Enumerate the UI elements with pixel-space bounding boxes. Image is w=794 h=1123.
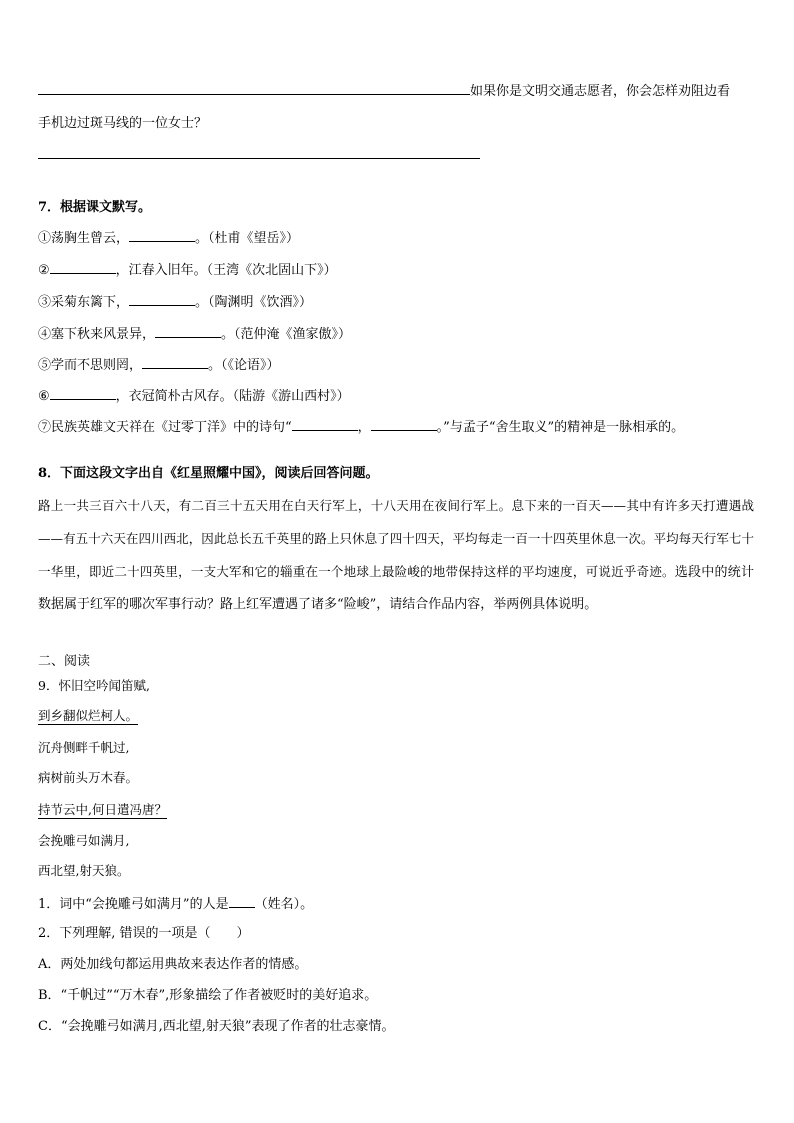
q8-question: 选段中的统计数据属于红军的哪次军事行动？路上红军遭遇了诸多“险峻”，请结合作品内容，举两例具体说明。 xyxy=(38,565,754,612)
poem-line: 沉舟侧畔千帆过, xyxy=(38,740,130,755)
question-tail-text: 手机边过斑马线的一位女士？ xyxy=(38,116,208,131)
q8-title: 8．下面这段文字出自《红星照耀中国》，阅读后回答问题。 xyxy=(38,466,379,481)
q7-item-5 xyxy=(38,356,280,374)
option-b[interactable]: B．“千帆过”“万木春”,形象描绘了作者被贬时的美好追求。 xyxy=(38,988,378,1003)
fill-blank[interactable] xyxy=(129,229,195,242)
poem-line-underlined: 到乡翻似烂柯人。 xyxy=(38,708,139,723)
q9-title: 9．怀旧空吟闻笛赋, xyxy=(38,678,150,693)
q7-item-source: 。（杜甫《望岳》） xyxy=(195,231,300,246)
q8-passage: 路上一共三百六十八天，有二百三十五天用在白天行军上，十八天用在夜间行军上。息下来的一百天——其中有许多天打遭遇战——有五十六天在四川西北，因此总长五千英里的路上只休息了四十四天，平均每走一百一十四英里休息一次。平均每天行军七十一华里，即近二十四英里，一支大军和它的辎重在一个地球上最险峻的地带保持这样的平均速度，可说近乎奇迹。 xyxy=(38,498,754,579)
q7-item-6 xyxy=(38,387,350,405)
q7-item-text: ⑤学而不思则罔， xyxy=(38,358,143,373)
q7-item-7 xyxy=(38,418,684,436)
q7-title: 7．根据课文默写。 xyxy=(38,200,152,215)
q7-item-source: ，江春入旧年。（王湾《次北固山下》） xyxy=(115,263,337,278)
fill-blank[interactable] xyxy=(292,418,358,431)
q9-sub1-tail: （姓名）。 xyxy=(254,897,314,912)
q8-passage-block xyxy=(38,490,754,621)
fill-blank[interactable] xyxy=(50,387,116,400)
fill-blank[interactable] xyxy=(155,325,221,338)
q7-item-sep: ， xyxy=(357,420,371,435)
q7-item-source: ，衣冠简朴古风存。（陆游《游山西村》） xyxy=(115,389,350,404)
fill-blank[interactable] xyxy=(142,356,208,369)
poem-line: 会挽雕弓如满月, xyxy=(38,833,130,848)
q7-item-source: 。”与孟子“舍生取义”的精神是一脉相承的。 xyxy=(436,420,685,435)
question-tail-2 xyxy=(38,116,207,132)
q7-item-2 xyxy=(38,261,337,279)
fill-blank[interactable] xyxy=(229,895,255,908)
poem-line xyxy=(38,708,138,724)
option-c[interactable]: C．“会挽雕弓如满月,西北望,射天狼”表现了作者的壮志豪情。 xyxy=(38,1019,395,1034)
question-tail: 如果你是文明交通志愿者，你会怎样劝阻边看 xyxy=(470,84,731,99)
q9-sub1-text: 1．词中“会挽雕弓如满月”的人是 xyxy=(38,897,229,912)
q7-item-text: ④塞下秋来风景异， xyxy=(38,327,156,342)
fill-blank[interactable] xyxy=(129,293,195,306)
answer-rule[interactable] xyxy=(38,158,480,159)
q7-item-source: 。（范仲淹《渔家傲》） xyxy=(221,327,352,342)
q7-item-1 xyxy=(38,229,299,247)
q7-item-3 xyxy=(38,293,312,311)
q9-sub2: 2．下列理解, 错误的一项是（ ） xyxy=(38,926,250,941)
fill-blank[interactable] xyxy=(371,418,437,431)
poem-line: 病树前头万木春。 xyxy=(38,770,139,785)
answer-line-top xyxy=(38,82,730,100)
poem-line: 西北望,射天狼。 xyxy=(38,863,130,878)
answer-blank[interactable] xyxy=(38,82,470,95)
q7-item-source: 。（《论语》） xyxy=(208,358,280,373)
q7-item-text: ①荡胸生曾云， xyxy=(38,231,130,246)
q7-item-text: ⑦民族英雄文天祥在《过零丁洋》中的诗句“ xyxy=(38,420,292,435)
q7-item-text: ② xyxy=(38,263,50,278)
section-heading: 二、阅读 xyxy=(38,654,91,669)
q7-item-source: 。（陶渊明《饮酒》） xyxy=(195,295,313,310)
poem-line-underlined: 持节云中,何日遣冯唐？ xyxy=(38,802,167,817)
q7-item-text: ⑥ xyxy=(38,389,50,404)
q7-item-text: ③采菊东篱下， xyxy=(38,295,130,310)
q9-sub1 xyxy=(38,895,313,913)
poem-line xyxy=(38,802,167,818)
fill-blank[interactable] xyxy=(50,261,116,274)
q7-item-4 xyxy=(38,325,351,343)
option-a[interactable]: A．两处加线句都运用典故来表达作者的情感。 xyxy=(38,957,308,972)
